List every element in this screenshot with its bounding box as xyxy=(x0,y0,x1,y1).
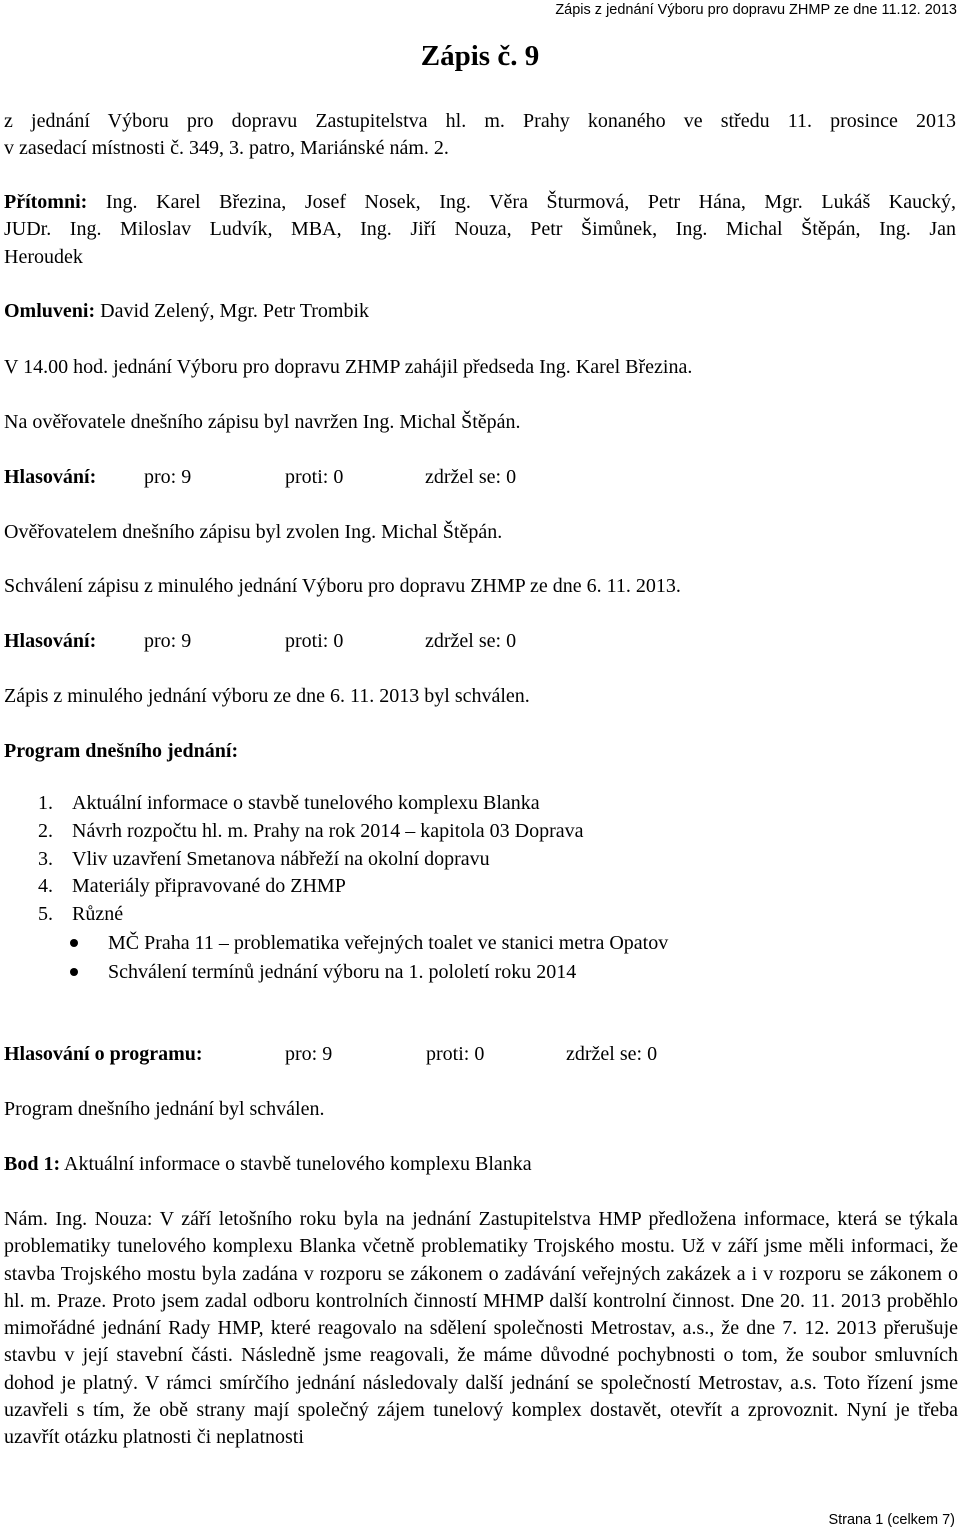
item1-title: Aktuální informace o stavbě tunelového komplexu Blanka xyxy=(64,1153,532,1175)
list-text: Aktuální informace o stavbě tunelového komplexu Blanka xyxy=(72,792,540,814)
vote-proti: proti: 0 xyxy=(285,630,344,652)
bullet-text: MČ Praha 11 – problematika veřejných toalet ve stanici metra Opatov xyxy=(108,932,669,954)
vote-label: Hlasování o programu: xyxy=(4,1043,203,1065)
verifier-elected: Ověřovatelem dnešního zápisu byl zvolen Ing. Michal Štěpán. xyxy=(4,521,503,543)
vote-label: Hlasování: xyxy=(4,466,97,488)
list-number: 2. xyxy=(38,819,53,842)
intro-line-2: v zasedací místnosti č. 349, 3. patro, Mariánské nám. 2. xyxy=(4,137,449,160)
list-number: 5. xyxy=(38,903,53,926)
list-text: Vliv uzavření Smetanova nábřeží na okolní dopravu xyxy=(72,847,490,870)
list-number: 3. xyxy=(38,847,53,870)
list-item xyxy=(38,818,584,846)
vote-verifier xyxy=(4,464,956,491)
program-sublist xyxy=(70,929,668,986)
bullet-item xyxy=(70,929,668,958)
bullet-item xyxy=(70,958,668,987)
program-list xyxy=(38,790,584,929)
list-text: Návrh rozpočtu hl. m. Prahy na rok 2014 – kapitola 03 Doprava xyxy=(72,819,584,842)
present-label: Přítomni: xyxy=(4,191,88,213)
list-text: Materiály připravované do ZHMP xyxy=(72,875,346,898)
item1-body: Nám. Ing. Nouza: V září letošního roku byla na jednání Zastupitelstva HMP předložena informace, která se týkala problematiky tunelového komplexu Blanka včetně problematiky Trojského mostu. Už v září jsme měli informaci, že stavba Trojského mostu byla zadána v rozporu se zákonem o zadávání veřejných zakázek a i v rozporu se zákonem o hl. m. Praze. Proto jsem zadal odboru kontrolních činností MHMP další kontrolní činnost. Dne 20. 11. 2013 proběhlo mimořádné jednání Rady HMP, které reagovalo na sdělení společnosti Metrostav, a.s., že dne 7. 12. 2013 přerušuje stavbu v její stavební části. Následně jsme reagovali, že máme důvodné pochybnosti o tom, že soubor smluvních dohod je platný. V rámci smírčího jednání následovaly další jednání se společností Metrostav, a.s. Toto řízení jsme uzavřeli s tím, že obě strany mají společný zájem tunelový komplex dostavět, otevřít a zprovoznit. Nyní je třeba uzavřít otázku platnosti či neplatnosti xyxy=(4,1208,958,1449)
present-line-3: Heroudek xyxy=(4,245,83,268)
bullet-icon xyxy=(70,939,78,947)
excused-section xyxy=(4,298,956,325)
item1-heading xyxy=(4,1151,956,1178)
vote-zdrzel: zdržel se: 0 xyxy=(566,1043,658,1065)
vote-pro: pro: 9 xyxy=(144,630,192,652)
list-number: 4. xyxy=(38,875,53,898)
running-header: Zápis z jednání Výboru pro dopravu ZHMP ze dne 11.12. 2013 xyxy=(555,2,957,18)
present-line-1 xyxy=(4,189,956,216)
vote-zdrzel: zdržel se: 0 xyxy=(425,630,517,652)
list-item xyxy=(38,790,584,818)
program-heading: Program dnešního jednání: xyxy=(4,740,239,762)
excused-names: David Zelený, Mgr. Petr Trombik xyxy=(100,300,370,322)
vote-proti: proti: 0 xyxy=(285,466,344,488)
vote-pro: pro: 9 xyxy=(285,1043,333,1065)
page-footer: Strana 1 (celkem 7) xyxy=(828,1512,955,1528)
vote-label: Hlasování: xyxy=(4,630,97,652)
document-title: Zápis č. 9 xyxy=(420,40,540,72)
program-approved: Program dnešního jednání byl schválen. xyxy=(4,1098,325,1120)
excused-label: Omluveni: xyxy=(4,300,96,322)
vote-minutes xyxy=(4,628,956,655)
present-line-2: JUDr. Ing. Miloslav Ludvík, MBA, Ing. Jiří Nouza, Petr Šimůnek, Ing. Michal Štěpán, Ing. Jan xyxy=(4,218,956,241)
list-text: Různé xyxy=(72,903,124,926)
vote-proti: proti: 0 xyxy=(426,1043,485,1065)
opening-text: V 14.00 hod. jednání Výboru pro dopravu ZHMP zahájil předseda Ing. Karel Březina. xyxy=(4,356,693,378)
intro xyxy=(4,108,956,163)
bullet-text: Schválení termínů jednání výboru na 1. pololetí roku 2014 xyxy=(108,960,577,983)
list-item xyxy=(38,873,584,901)
present-names-1: Ing. Karel Březina, Josef Nosek, Ing. Věra Šturmová, Petr Hána, Mgr. Lukáš Kaucký, xyxy=(105,191,956,213)
item1-label: Bod 1: xyxy=(4,1153,61,1175)
list-item xyxy=(38,846,584,874)
bullet-icon xyxy=(70,968,78,976)
present-section xyxy=(4,189,956,271)
vote-zdrzel: zdržel se: 0 xyxy=(425,466,517,488)
list-number: 1. xyxy=(38,792,53,814)
verifier-proposed: Na ověřovatele dnešního zápisu byl navržen Ing. Michal Štěpán. xyxy=(4,411,521,433)
list-item xyxy=(38,901,584,929)
intro-line-1: z jednání Výboru pro dopravu Zastupitelstva hl. m. Prahy konaného ve středu 11. prosince 2013 xyxy=(4,110,956,132)
approval-previous: Schválení zápisu z minulého jednání Výboru pro dopravu ZHMP ze dne 6. 11. 2013. xyxy=(4,575,681,597)
vote-program xyxy=(4,1041,956,1068)
vote-pro: pro: 9 xyxy=(144,466,192,488)
previous-approved: Zápis z minulého jednání výboru ze dne 6. 11. 2013 byl schválen. xyxy=(4,685,530,707)
